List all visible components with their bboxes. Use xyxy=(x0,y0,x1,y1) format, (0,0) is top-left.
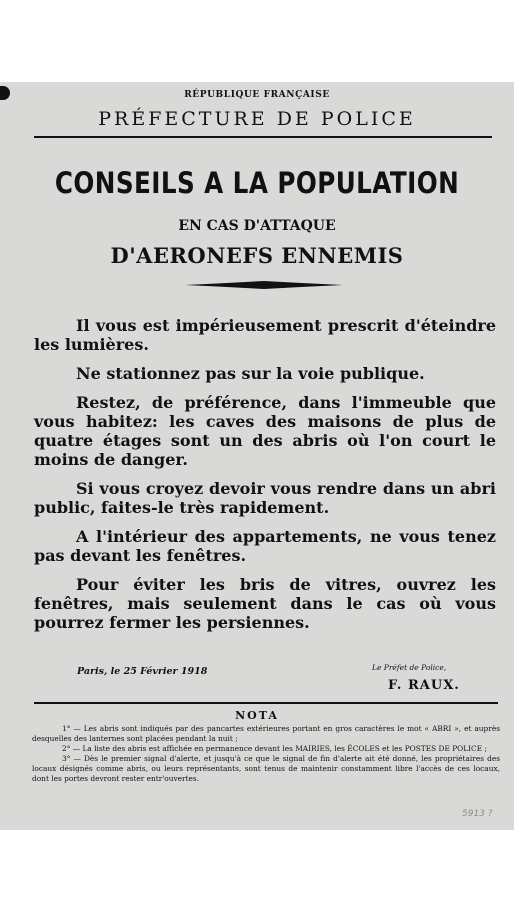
prefecture-header: PRÉFECTURE DE POLICE xyxy=(98,108,416,130)
top-divider xyxy=(34,136,492,138)
date-line: Paris, le 25 Février 1918 xyxy=(77,666,208,677)
prefet-label: Le Préfet de Police, xyxy=(372,663,447,672)
poster-subtitle-1: EN CAS D'ATTAQUE xyxy=(178,218,336,234)
advice-paragraph: Il vous est impérieusement prescrit d'éteindre les lumières. xyxy=(34,316,496,354)
advice-paragraph: Pour éviter les bris de vitres, ouvrez les fenêtres, mais seulement dans le cas où vous pourrez fermer les persiennes. xyxy=(34,575,496,632)
archive-stamp: 5913 ? xyxy=(462,809,493,819)
advice-paragraph: Restez, de préférence, dans l'immeuble que vous habitez: les caves des maisons de plus de quatre étages sont un des abris où l'on court le moins de danger. xyxy=(34,393,496,469)
signature: F. RAUX. xyxy=(388,678,460,693)
nota-notes xyxy=(32,724,500,784)
advice-paragraphs xyxy=(34,316,496,642)
ornament-divider xyxy=(185,280,343,290)
nota-item: 1° — Les abris sont indiqués par des pancartes extérieures portant en gros caractères le mot « ABRI », et auprès desquelles des lanternes sont placées pendant la nuit ; xyxy=(32,724,500,743)
poster-subtitle-2: D'AERONEFS ENNEMIS xyxy=(110,243,404,268)
nota-title: NOTA xyxy=(235,709,279,722)
advice-paragraph: Ne stationnez pas sur la voie publique. xyxy=(76,364,425,383)
republique-header: RÉPUBLIQUE FRANÇAISE xyxy=(184,90,330,100)
advice-paragraph: A l'intérieur des appartements, ne vous tenez pas devant les fenêtres. xyxy=(34,527,496,565)
bottom-divider xyxy=(34,702,498,704)
poster xyxy=(0,82,514,830)
poster-title: CONSEILS A LA POPULATION xyxy=(54,166,460,200)
nota-item: 3° — Dès le premier signal d'alerte, et jusqu'à ce que le signal de fin d'alerte ait été donné, les propriétaires des locaux désignés comme abris, ou leurs représentants, sont tenus de maintenir constamment libre l'accès de ces locaux, dont les portes devront rester entr'ouvertes. xyxy=(32,754,500,783)
nota-item: 2° — La liste des abris est affichée en permanence devant les MAIRIES, les ÉCOLES et les POSTES DE POLICE ; xyxy=(62,744,487,753)
advice-paragraph: Si vous croyez devoir vous rendre dans un abri public, faites-le très rapidement. xyxy=(34,479,496,517)
